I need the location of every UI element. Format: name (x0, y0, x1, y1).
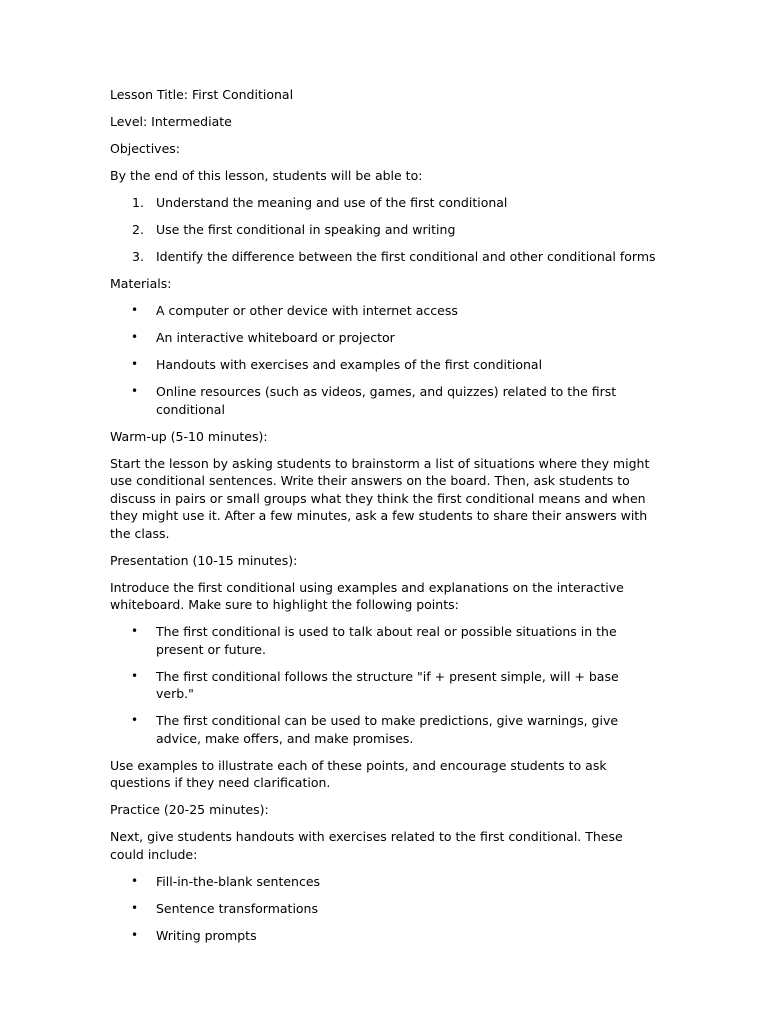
presentation-item (110, 668, 658, 703)
objective-text: Identify the difference between the first conditional and other conditional forms (156, 249, 656, 264)
bullet-icon: • (131, 357, 139, 371)
objective-text: Use the first conditional in speaking and writing (156, 222, 456, 237)
document-content (110, 86, 658, 954)
practice-heading: Practice (20-25 minutes): (110, 802, 269, 817)
warmup-text: Start the lesson by asking students to brainstorm a list of situations where they might use conditional sentences. Write their answers on the board. Then, ask students to discuss in pairs or small groups what they think the first conditional means and when they might use it. After a few minutes, ask a few students to share their answers with the class. (110, 455, 650, 541)
practice-list (110, 873, 658, 945)
presentation-outro: Use examples to illustrate each of these points, and encourage students to ask questions if they need clarification. (110, 757, 607, 790)
list-number: 2. (132, 222, 144, 237)
objective-item (110, 221, 658, 239)
practice-item (110, 873, 658, 891)
objective-item (110, 248, 658, 266)
presentation-item (110, 712, 658, 747)
bullet-icon: • (131, 900, 139, 915)
material-text: A computer or other device with internet access (156, 303, 458, 318)
material-item (110, 302, 658, 320)
presentation-list (110, 623, 658, 747)
practice-text: Writing prompts (156, 927, 257, 943)
lesson-title: Lesson Title: First Conditional (110, 87, 294, 102)
bullet-icon: • (131, 624, 139, 638)
material-item (110, 329, 658, 347)
practice-intro: Next, give students handouts with exercises related to the first conditional. These could include: (110, 829, 623, 862)
objectives-list (110, 194, 658, 266)
presentation-item (110, 623, 658, 658)
objective-item (110, 194, 658, 212)
presentation-text: The first conditional is used to talk about real or possible situations in the present or future. (156, 624, 617, 657)
material-text: Handouts with exercises and examples of the first conditional (156, 357, 543, 372)
practice-item (110, 900, 658, 918)
presentation-text: The first conditional can be used to make predictions, give warnings, give advice, make offers, and make promises. (156, 713, 619, 746)
practice-text: Sentence transformations (156, 900, 318, 916)
bullet-icon: • (131, 873, 139, 888)
objectives-intro: By the end of this lesson, students will be able to: (110, 168, 423, 183)
bullet-icon: • (131, 303, 139, 317)
presentation-intro: Introduce the first conditional using examples and explanations on the interactive whiteboard. Make sure to highlight the following points: (110, 579, 624, 612)
materials-list (110, 302, 658, 418)
bullet-icon: • (131, 713, 139, 727)
bullet-icon: • (131, 384, 139, 398)
bullet-icon: • (131, 927, 139, 942)
bullet-icon: • (131, 668, 139, 683)
material-item (110, 356, 658, 374)
objective-text: Understand the meaning and use of the first conditional (156, 195, 508, 210)
list-number: 1. (132, 195, 144, 210)
material-item (110, 383, 658, 418)
material-text: An interactive whiteboard or projector (156, 330, 395, 345)
list-number: 3. (132, 249, 144, 264)
practice-text: Fill-in-the-blank sentences (156, 873, 321, 889)
lesson-level: Level: Intermediate (110, 114, 232, 129)
material-text: Online resources (such as videos, games, and quizzes) related to the first conditional (156, 384, 617, 417)
warmup-heading: Warm-up (5-10 minutes): (110, 428, 268, 444)
materials-heading: Materials: (110, 276, 172, 291)
presentation-text: The first conditional follows the structure "if + present simple, will + base verb." (156, 668, 619, 701)
bullet-icon: • (131, 330, 139, 344)
objectives-heading: Objectives: (110, 141, 180, 156)
presentation-heading: Presentation (10-15 minutes): (110, 552, 298, 568)
practice-item (110, 927, 658, 945)
